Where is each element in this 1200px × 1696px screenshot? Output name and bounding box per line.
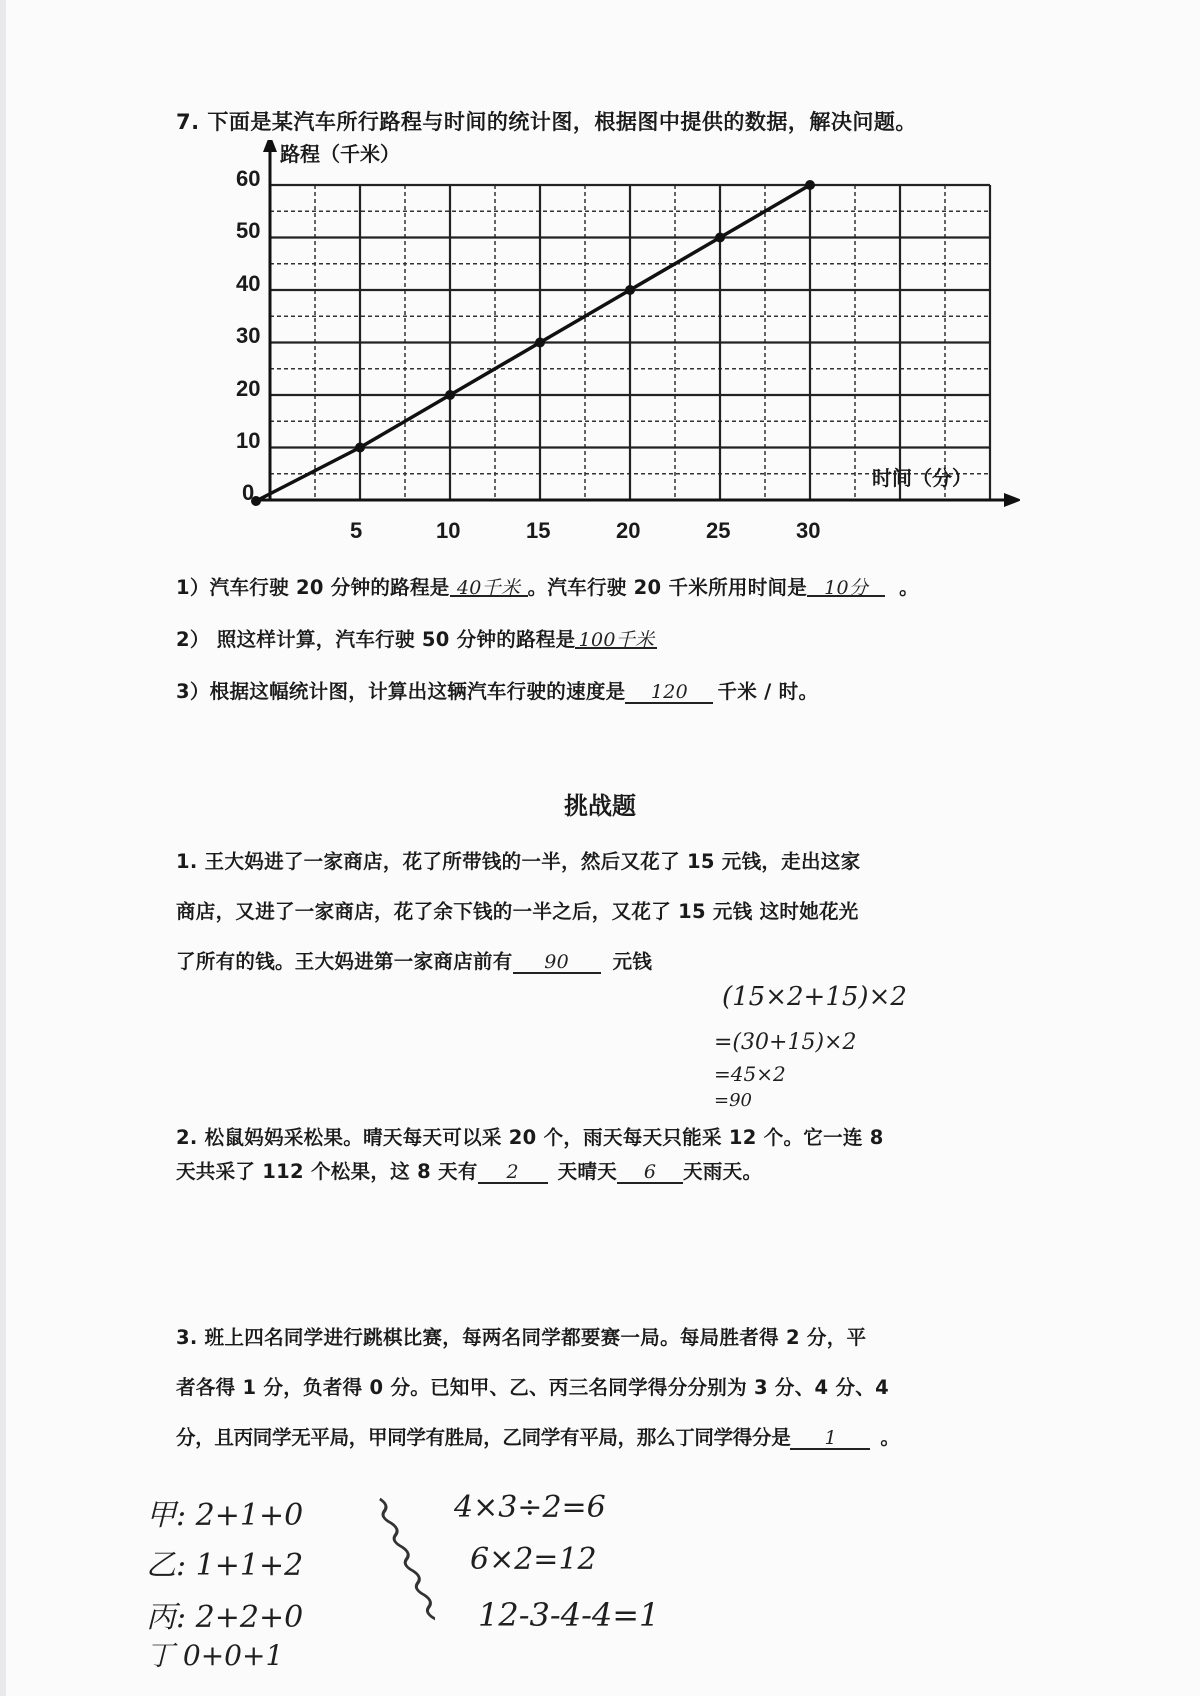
x-tick-30: 30: [796, 518, 821, 543]
x-tick-10: 10: [436, 518, 461, 543]
q7-sub1-answer2: 10分: [824, 577, 869, 599]
challenge-q2-answer2: 6: [643, 1161, 657, 1183]
challenge-q1-work-line3: =45×2: [714, 1062, 786, 1086]
q7-sub1: [176, 572, 919, 600]
challenge-q1-work-line2: =(30+15)×2: [714, 1030, 857, 1055]
challenge-q3-line1: 3. 班上四名同学进行跳棋比赛，每两名同学都要赛一局。每局胜者得 2 分，平: [176, 1326, 867, 1349]
q7-sub3-prefix: 3）根据这幅统计图，计算出这辆汽车行驶的速度是: [176, 680, 626, 703]
challenge-q3-line3-suffix: 。: [880, 1426, 900, 1449]
x-tick-25: 25: [706, 518, 731, 543]
wavy-divider-line: [375, 1495, 435, 1665]
challenge-q2-answer1: 2: [506, 1161, 519, 1183]
challenge-q3-line2: 者各得 1 分，负者得 0 分。已知甲、乙、丙三名同学得分分别为 3 分、4 分、4: [176, 1376, 889, 1399]
challenge-q3-answer: 1: [824, 1427, 837, 1449]
y-tick-20: 20: [236, 376, 261, 401]
y-tick-0: 0: [242, 480, 255, 505]
line-chart-svg: [200, 140, 1020, 560]
axes: [255, 140, 1020, 507]
challenge-q3-work-left-4: 丁 0+0+1: [146, 1639, 284, 1672]
challenge-q1-line3-suffix: 元钱: [612, 950, 653, 973]
challenge-q2-answer2-blank[interactable]: [617, 1160, 683, 1184]
x-axis-label: 时间（分）: [872, 466, 972, 490]
scan-left-edge: [0, 0, 6, 1696]
x-tick-15: 15: [526, 518, 551, 543]
challenge-section-title: 挑战题: [564, 792, 636, 820]
challenge-q1-work-line4: =90: [714, 1090, 752, 1111]
challenge-q3-answer-blank[interactable]: [790, 1426, 870, 1450]
challenge-q2-answer1-blank[interactable]: [478, 1160, 548, 1184]
challenge-q1-answer-blank[interactable]: [513, 950, 601, 974]
question-7-title: 7. 下面是某汽车所行路程与时间的统计图，根据图中提供的数据，解决问题。: [176, 110, 917, 134]
challenge-q3-work-right-1: 4×3÷2=6: [454, 1490, 606, 1525]
q7-sub1-prefix: 1）汽车行驶 20 分钟的路程是: [176, 576, 450, 599]
challenge-q3-work-right-2: 6×2=12: [470, 1542, 597, 1577]
y-axis-label: 路程（千米）: [280, 142, 400, 166]
q7-sub2-prefix: 2） 照这样计算，汽车行驶 50 分钟的路程是: [176, 628, 576, 651]
challenge-q3-line3-prefix: 分，且丙同学无平局，甲同学有胜局，乙同学有平局，那么丁同学得分是: [176, 1426, 791, 1449]
challenge-q2-line2-suffix: 天雨天。: [683, 1160, 763, 1183]
y-tick-30: 30: [236, 323, 261, 348]
challenge-q3-line3: [176, 1422, 900, 1450]
q7-sub2: [176, 624, 657, 652]
challenge-q1-answer: 90: [544, 951, 569, 973]
q7-sub3-suffix: 千米 / 时。: [717, 680, 819, 703]
challenge-q3-work-left-3: 丙: 2+2+0: [146, 1600, 304, 1635]
challenge-q2-line2: [176, 1156, 762, 1184]
grid-major: [270, 185, 990, 500]
y-tick-40: 40: [236, 271, 261, 296]
challenge-q3-work-left-1: 甲: 2+1+0: [146, 1498, 304, 1533]
q7-sub1-suffix: 。: [899, 576, 919, 599]
q7-sub2-answer-blank[interactable]: [575, 625, 657, 649]
challenge-q1-line3-prefix: 了所有的钱。王大妈进第一家商店前有: [176, 950, 513, 973]
distance-time-chart: [200, 140, 1020, 560]
q7-sub1-answer2-blank[interactable]: [807, 573, 885, 597]
x-tick-5: 5: [350, 518, 363, 543]
challenge-q3-work-right-3: 12-3-4-4=1: [478, 1596, 660, 1634]
challenge-q2-line1: 2. 松鼠妈妈采松果。晴天每天可以采 20 个，雨天每天只能采 12 个。它一连 8: [176, 1126, 884, 1149]
q7-sub2-answer: 100千米: [578, 629, 655, 651]
challenge-q3-work-left-2: 乙: 1+1+2: [146, 1548, 304, 1583]
x-tick-20: 20: [616, 518, 641, 543]
q7-sub1-middle: 。汽车行驶 20 千米所用时间是: [527, 576, 808, 599]
y-tick-10: 10: [236, 428, 261, 453]
challenge-q2-line2-prefix: 天共采了 112 个松果，这 8 天有: [176, 1160, 478, 1183]
challenge-q1-work-line1: (15×2+15)×2: [722, 982, 907, 1012]
challenge-q1-line3: [176, 946, 652, 974]
y-tick-50: 50: [236, 218, 261, 243]
q7-sub1-answer1-blank[interactable]: [450, 573, 528, 597]
y-tick-60: 60: [236, 166, 261, 191]
challenge-q2-line2-middle: 天晴天: [557, 1160, 618, 1183]
q7-sub3-answer-blank[interactable]: [625, 680, 713, 704]
q7-sub1-answer1: 40千米: [456, 577, 521, 599]
challenge-q1-line1: 1. 王大妈进了一家商店，花了所带钱的一半，然后又花了 15 元钱，走出这家: [176, 850, 861, 873]
q7-sub3: [176, 676, 818, 704]
challenge-q1-line2: 商店，又进了一家商店，花了余下钱的一半之后，又花了 15 元钱 这时她花光: [176, 900, 859, 923]
q7-sub3-answer: 120: [650, 681, 689, 703]
